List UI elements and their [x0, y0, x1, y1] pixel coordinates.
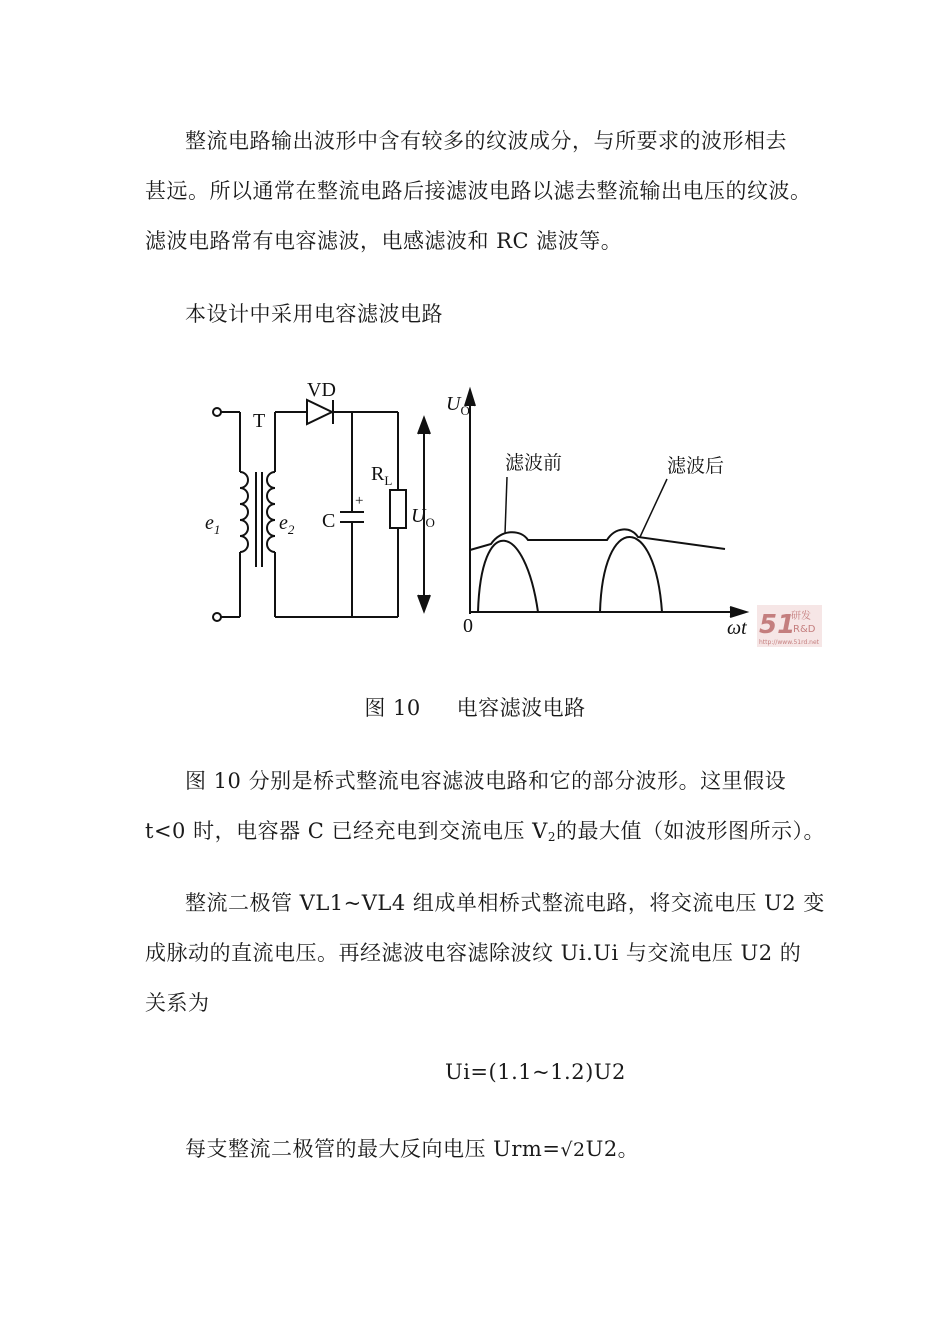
- svg-text:http://www.51rd.net: http://www.51rd.net: [759, 639, 820, 646]
- label-after-filter: 滤波后: [667, 455, 725, 477]
- paragraph-1-line-2: 甚远。所以通常在整流电路后接滤波电路以滤去整流输出电压的纹波。: [145, 179, 812, 203]
- paragraph-3-line-1: 图 10 分别是桥式整流电容滤波电路和它的部分波形。这里假设: [185, 769, 787, 793]
- svg-text:51: 51: [759, 610, 796, 640]
- svg-text:研发: 研发: [791, 611, 811, 622]
- paragraph-1-line-1: 整流电路输出波形中含有较多的纹波成分，与所要求的波形相去: [185, 129, 787, 153]
- paragraph-3-line-2: t<0 时，电容器 C 已经充电到交流电压 V2的最大值（如波形图所示）。: [145, 819, 825, 844]
- axis-label-uo: $U_O$: [446, 393, 470, 418]
- filtered-wave: [470, 529, 725, 550]
- waveform-plot: [465, 390, 746, 617]
- label-origin: 0: [463, 615, 473, 637]
- label-uo: $U_O$: [411, 505, 435, 530]
- paragraph-1-line-3: 滤波电路常有电容滤波，电感滤波和 RC 滤波等。: [145, 229, 623, 253]
- label-c: C: [322, 510, 336, 532]
- paragraph-2: 本设计中采用电容滤波电路: [185, 302, 443, 326]
- label-e2: $e_2$: [279, 512, 295, 537]
- resistor-symbol: [390, 490, 406, 528]
- svg-text:R&D: R&D: [793, 624, 816, 635]
- label-t: T: [253, 410, 266, 432]
- unfiltered-wave-1: [478, 541, 538, 612]
- paragraph-5: 每支整流二极管的最大反向电压 Urm=√2U2。: [185, 1137, 640, 1161]
- label-vd: VD: [307, 379, 336, 401]
- capacitor-filter-figure: [195, 372, 835, 657]
- label-before-filter: 滤波前: [505, 452, 563, 474]
- paragraph-4-line-2: 成脉动的直流电压。再经滤波电容滤除波纹 Ui.Ui 与交流电压 U2 的: [145, 941, 802, 965]
- label-omega-t: ωt: [727, 617, 747, 639]
- unfiltered-wave-2: [600, 537, 662, 612]
- label-e1: $e_1$: [205, 512, 221, 537]
- formula-ui: Ui=(1.1~1.2)U2: [445, 1060, 626, 1084]
- diode-symbol: [307, 400, 332, 424]
- paragraph-4-line-3: 关系为: [145, 991, 210, 1015]
- label-rl: $R_L$: [371, 463, 393, 488]
- figure-caption: 图 10 电容滤波电路: [364, 696, 586, 720]
- paragraph-4-line-1: 整流二极管 VL1~VL4 组成单相桥式整流电路，将交流电压 U2 变: [185, 891, 825, 915]
- label-plus: +: [355, 493, 364, 509]
- watermark-logo: [757, 605, 822, 647]
- sqrt-two: √2: [560, 1139, 586, 1161]
